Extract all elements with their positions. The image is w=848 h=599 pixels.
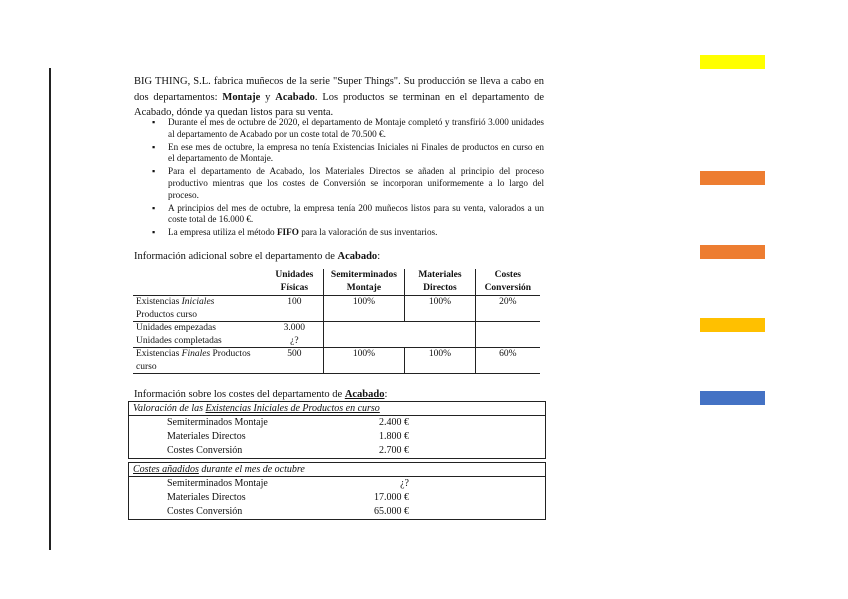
table-row bbox=[133, 296, 540, 322]
cell: 100% bbox=[405, 296, 475, 322]
bullet-item: ▪ A principios del mes de octubre, la empresa tenía 200 muñecos listos para su venta, valorados a un coste total de 16.000 €. bbox=[152, 203, 544, 227]
intro-text-end: . Los productos se terminan en el departamento de Acabado, dónde ya quedan listos para su venta. bbox=[134, 91, 544, 118]
dept-acabado: Acabado bbox=[275, 91, 315, 103]
cell: 100% bbox=[405, 348, 475, 374]
cost-row: Semiterminados Montaje ¿? bbox=[167, 478, 409, 489]
cell-empty bbox=[323, 322, 405, 348]
section-heading-costs: Información sobre los costes del departamento de Acabado: bbox=[134, 389, 388, 400]
table-header-row bbox=[133, 269, 540, 296]
bullet-item: ▪ Para el departamento de Acabado, los Materiales Directos se añaden al principio del proceso productivo mientras que los costes de Conversión se incorporan uniformemente a lo largo del proceso. bbox=[152, 166, 544, 201]
cell: 20% bbox=[475, 296, 540, 322]
cell: 100 bbox=[287, 297, 302, 307]
cell-empty bbox=[475, 322, 540, 348]
highlight-marker-orange bbox=[700, 171, 765, 185]
cost-row: Semiterminados Montaje 2.400 € bbox=[167, 417, 409, 428]
cost-row: Materiales Directos 1.800 € bbox=[167, 431, 409, 442]
cell: 100% bbox=[323, 296, 405, 322]
cost-row: Materiales Directos 17.000 € bbox=[167, 492, 409, 503]
cell: 100% bbox=[323, 348, 405, 374]
intro-and: y bbox=[260, 91, 276, 103]
table-row bbox=[133, 322, 540, 348]
header-materials: Materiales Directos bbox=[405, 269, 475, 296]
cell: 60% bbox=[475, 348, 540, 374]
header-physical-units: Unidades Físicas bbox=[266, 269, 323, 296]
dept-montaje: Montaje bbox=[222, 91, 261, 103]
bullet-item-fifo: ▪ La empresa utiliza el método FIFO para la valoración de sus inventarios. bbox=[152, 227, 544, 239]
header-semifinished: Semiterminados Montaje bbox=[323, 269, 405, 296]
intro-text: BIG THING, S.L. fabrica muñecos de la serie "Super Things". Su producción se lleva a cabo en dos departamentos: bbox=[134, 76, 544, 103]
highlight-marker-orange-2 bbox=[700, 245, 765, 259]
row-label-final: Existencias Finales Productos curso bbox=[133, 348, 266, 374]
box-title: Valoración de las Existencias Iniciales de Productos en curso bbox=[129, 402, 545, 416]
cost-row: Costes Conversión 2.700 € bbox=[167, 445, 409, 456]
header-conversion: Costes Conversión bbox=[475, 269, 540, 296]
highlight-marker-yellow bbox=[700, 55, 765, 69]
units-table bbox=[133, 269, 540, 374]
highlight-marker-gold bbox=[700, 318, 765, 332]
row-label-started: Unidades empezadas Unidades completadas bbox=[133, 322, 266, 348]
cell: 500 bbox=[266, 348, 323, 374]
header-empty bbox=[133, 269, 266, 296]
box-title: Costes añadidos durante el mes de octubre bbox=[129, 463, 545, 477]
cell: 3.000 ¿? bbox=[266, 322, 323, 348]
margin-line bbox=[49, 68, 51, 550]
intro-paragraph bbox=[134, 74, 544, 121]
table-row bbox=[133, 348, 540, 374]
row-label-initial: Existencias Iniciales Productos curso bbox=[136, 297, 215, 320]
bullet-item: ▪ Durante el mes de octubre de 2020, el departamento de Montaje completó y transfirió 3.000 unidades al departamento de Acabado por un coste total de 70.500 €. bbox=[152, 117, 544, 141]
cost-row: Costes Conversión 65.000 € bbox=[167, 506, 409, 517]
bullet-list bbox=[152, 117, 544, 240]
section-heading-additional-info: Información adicional sobre el departamento de Acabado: bbox=[134, 251, 381, 262]
added-costs-box bbox=[128, 462, 546, 520]
bullet-item: ▪ En ese mes de octubre, la empresa no tenía Existencias Iniciales ni Finales de productos en curso en el departamento de Montaje. bbox=[152, 142, 544, 166]
highlight-marker-blue bbox=[700, 391, 765, 405]
cell-empty bbox=[405, 322, 475, 348]
initial-inventory-box bbox=[128, 401, 546, 459]
